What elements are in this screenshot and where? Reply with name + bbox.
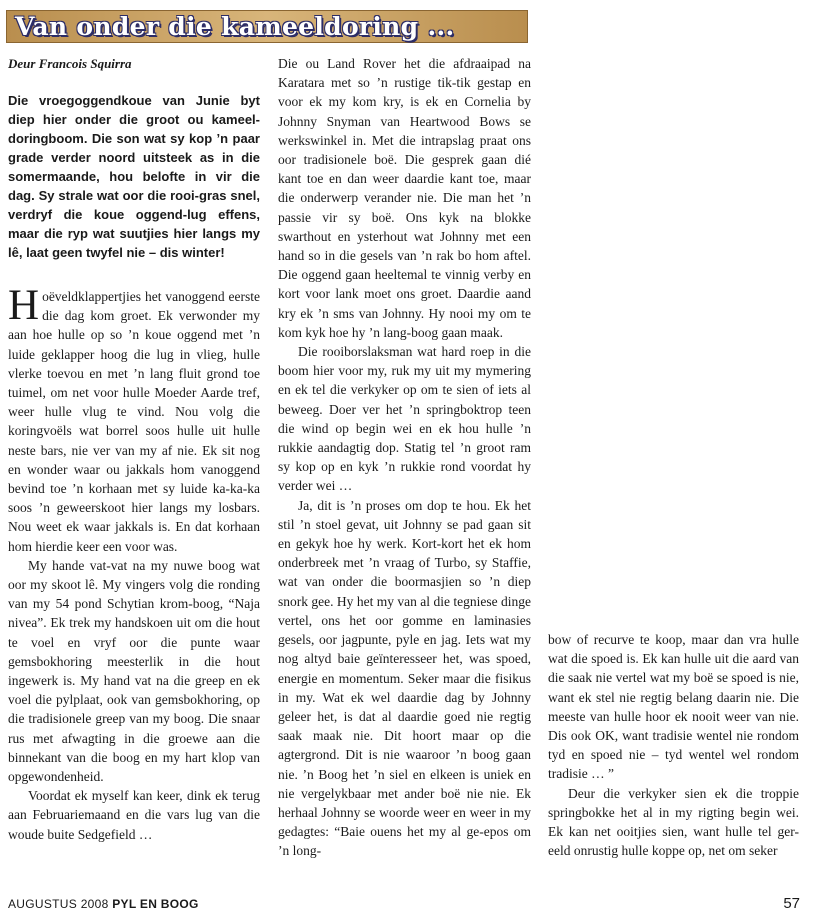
article-title: Van onder die kameeldoring ... — [15, 12, 455, 41]
paragraph-text: oëveldklappertjies het vanoggend eerste die dag kom groet. Ek verwonder my aan hoe hulle op so ’n koue oggend met ’n luide geklapper hoog die lug in vlieg, hulle vlerke toevou en met ’n lang fluit grond toe tuimel, om net voor hulle Moeder Aarde tref, weer hulle vlug te vind. Nou volg die koringvoëls wat borrel soos hulle uit hulle neste bars, nie ver van my af nie. Ek sit nog en wonder waar ou jakkals hom vanoggend bevind toe ’n korhaan met sy luide ka-ka-ka soos ’n geweerskoot hier langs my losbars. Nou weet ek waar jakkals is. En dat korhaan hom hierdie keer een voor was. — [8, 289, 260, 554]
body-paragraph: Voordat ek myself kan keer, dink ek terug aan Februariemaand en die vars lug van die woude buite Sedgefield … — [8, 788, 260, 842]
intro-paragraph: Die vroegoggendkoue van Junie byt diep hier onder die groot ou kameel-doringboom. Die son wat sy kop ’n paar grade verder noord uitsteek as in die somermaande, hou belofte in vir die dag. Sy strale wat oor die rooi-gras snel, verdryf die koue oggend-lug effens, maar die ryp wat suutjies hier langs my lê, laat geen twyfel nie – dis winter! — [8, 93, 260, 260]
body-paragraph: bow of recurve te koop, maar dan vra hulle wat die spoed is. Ek kan hulle uit die aard van die saak nie vertel wat my boë se spoed is nie, want ek stel nie regtig belang daarin nie. Die meeste van hulle hoor ek nooit weer van nie. Dis ook OK, want tradisie wentel nie rondom tyd en spoed nie – tyd wentel wel rondom tradisie … ” — [548, 632, 799, 782]
article-title-banner — [6, 10, 528, 43]
byline: Deur Francois Squirra — [8, 56, 132, 71]
footer-date: AUGUSTUS 2008 — [8, 897, 109, 911]
body-paragraph: Die ou Land Rover het die afdraaipad na Karatara met so ’n rustige tik-tik gestap en voor ek my kom kry, is ek en Cornelia by Johnny Snyman van Heartwood Bows se werkswinkel in. Met die intrapslag praat ons oor tradisionele boë. Die gesprek gaan dié kant toe en dan weer daardie kant toe, maar die onderwerp verander nie. Die man het ’n passie vir sy boë. Ons kyk na blokke swarthout en ysterhout wat Johnny met een hand so in die gesels van ’n rak bo hom aftel. Die oggend gaan heeltemal te vinnig verby en kort voor lank moet ons groet. Daardie aand kry ek ’n sms van Johnny. Hy nooi my om te kom kyk hoe hy ’n lang-boog gaan maak. — [278, 56, 531, 340]
article-column-3 — [548, 630, 799, 860]
body-paragraph: Die rooiborslaksman wat hard roep in die boom hier voor my, ruk my uit my mymering en ek tel die verkyker op om te sien of iets al beweeg. Doer ver het ’n springboktrop teen die wind op begin wei en ek hou hulle ’n rukkie aandagtig dop. Statig tel ’n groot ram sy kop op en kyk ’n rukkie rond voordat hy verder wei … — [278, 344, 531, 494]
article-column-1 — [8, 54, 260, 844]
drop-cap: H — [8, 282, 40, 329]
article-column-2 — [278, 54, 531, 861]
page-footer — [8, 896, 800, 914]
body-paragraph: Deur die verkyker sien ek die troppie springbokke het al in my rigting begin wei. Ek kan net ooitjies sien, want hulle tel ger-eeld onrustig hulle koppe op, net om seker — [548, 785, 799, 859]
footer-issue — [8, 897, 199, 911]
body-paragraph: Ja, dit is ’n proses om dop te hou. Ek het stil ’n stoel gevat, uit Johnny se pad gaan sit en gekyk hoe hy werk. Kort-kort het ek hom onderbreek met ’n vraag of Turbo, sy Staffie, wat van onder die boormasjien so ’n diep snork gee. Hy het my van al die tegniese dinge vertel, ons het oor gomme en laminasies gesels, oor jagpunte, pyle en jag. Iets wat my nog altyd baie geïnteresseer het, was spoed, energie en momentum. Seker maar die fisikus in my. Wat ek wel daardie dag by Johnny geleer het, is dat al daardie goed nie regtig saak maak nie. Dit hoort maar op die agtergrond. Dit is nie waaroor ’n boog gaan nie. ’n Boog het ’n siel en elkeen is uniek en nie vergelykbaar met ander boë nie nie. Ek herhaal Johnny se woorde weer en weer in my gedagtes: “Baie ouens het my al ge-epos om ’n long- — [278, 497, 531, 859]
footer-magazine-name: PYL EN BOOG — [112, 897, 199, 911]
body-paragraph — [8, 282, 260, 556]
page-number: 57 — [783, 895, 800, 912]
body-paragraph: My hande vat-vat na my nuwe boog wat oor my skoot lê. My vingers volg die ronding van my 54 pond Schytian krom-boog, “Naja nivea”. Ek trek my handskoen uit om die hout te voel en vryf oor die punte waar gemsbokhoring meesterlik in die hout ingewerk is. My hand vat na die greep en ek voel die pylplaat, ook van gemsbokhoring, op die tradisionele greep van my boog. Die snaar rus met afwagting in die groewe aan die binnekant van die boog en my hart klop van opgewondenheid. — [8, 557, 260, 785]
